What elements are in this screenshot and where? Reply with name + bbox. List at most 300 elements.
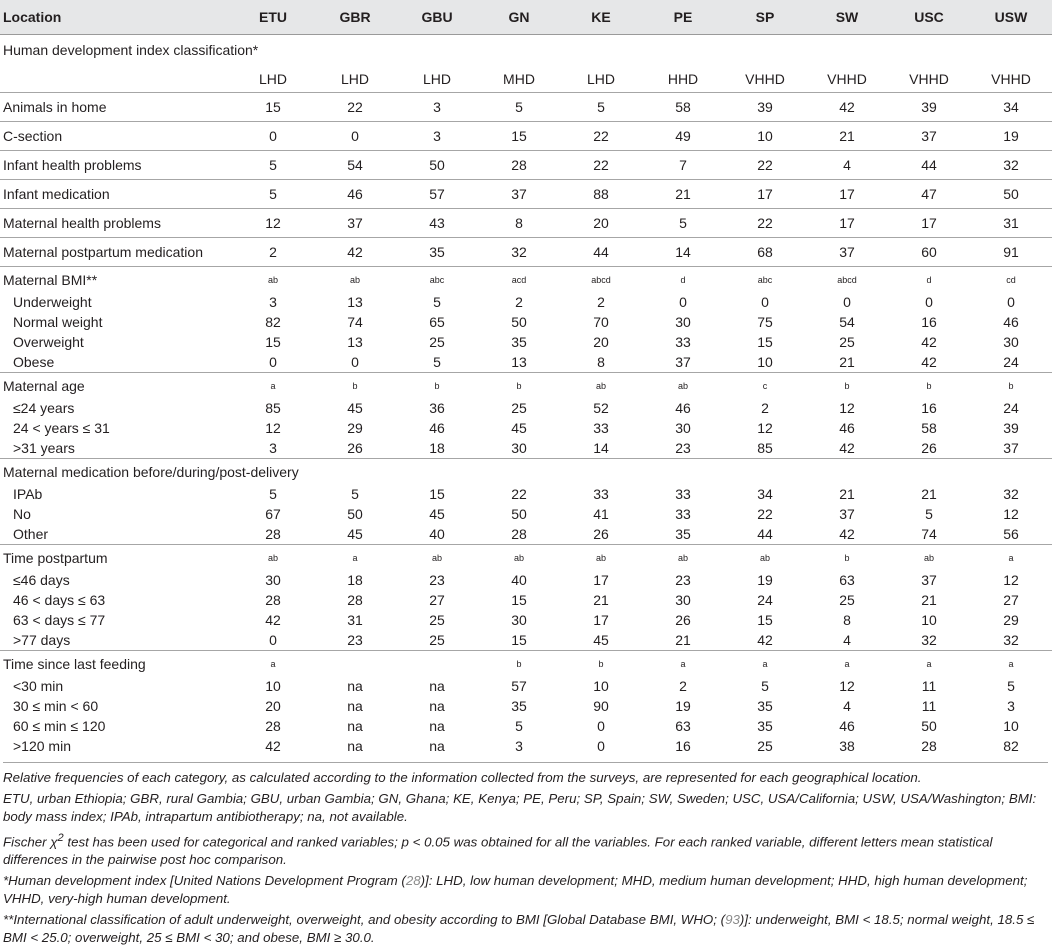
significance-letters: ab <box>642 373 724 399</box>
table-cell: 8 <box>843 612 851 628</box>
table-cell: 5 <box>1007 678 1015 694</box>
significance-letters: c <box>724 373 806 399</box>
table-cell: 21 <box>675 632 691 648</box>
table-cell: 5 <box>925 506 933 522</box>
table-cell: 21 <box>921 592 937 608</box>
table-cell: 34 <box>757 486 773 502</box>
row-label: 46 < days ≤ 63 <box>13 592 106 608</box>
table-cell: 26 <box>347 440 363 456</box>
table-cell: 68 <box>724 238 806 267</box>
table-cell: 42 <box>265 738 281 754</box>
table-cell: 10 <box>593 678 609 694</box>
table-cell: 27 <box>429 592 445 608</box>
table-cell: 45 <box>593 632 609 648</box>
significance-letters: b <box>396 373 478 399</box>
table-cell: 36 <box>429 400 445 416</box>
table-cell: 22 <box>560 122 642 151</box>
group-label: Time since last feeding <box>0 651 232 677</box>
column-header: SP <box>724 0 806 35</box>
table-cell: 50 <box>921 718 937 734</box>
table-cell: 20 <box>560 209 642 238</box>
table-cell: 18 <box>429 440 445 456</box>
table-row <box>0 484 1052 504</box>
table-cell: 25 <box>757 738 773 754</box>
table-cell: 33 <box>593 420 609 436</box>
table-cell: 50 <box>396 151 478 180</box>
row-label: Maternal postpartum medication <box>0 238 232 267</box>
table-cell: 37 <box>921 572 937 588</box>
footnote-fischer <box>3 829 1048 870</box>
table-cell: 17 <box>888 209 970 238</box>
table-cell: 44 <box>560 238 642 267</box>
table-cell: 21 <box>593 592 609 608</box>
table-cell: na <box>429 698 445 714</box>
significance-letters: a <box>232 373 314 399</box>
row-label: ≤46 days <box>13 572 70 588</box>
table-row <box>0 524 1052 545</box>
table-cell: 15 <box>757 334 773 350</box>
table-cell: 35 <box>675 526 691 542</box>
row-label: Other <box>13 526 49 542</box>
significance-letters: a <box>888 651 970 677</box>
table-cell: 46 <box>839 420 855 436</box>
table-cell: 15 <box>511 632 527 648</box>
table-cell: 13 <box>347 334 363 350</box>
table-cell: na <box>429 738 445 754</box>
table-row <box>0 418 1052 438</box>
table-cell: 10 <box>1003 718 1019 734</box>
column-header: ETU <box>232 0 314 35</box>
hdi-value: MHD <box>503 70 535 87</box>
table-cell: 4 <box>806 151 888 180</box>
table-row <box>0 590 1052 610</box>
significance-letters: ab <box>232 545 314 571</box>
table-cell: 25 <box>839 334 855 350</box>
table-cell: 12 <box>839 400 855 416</box>
table-cell: 28 <box>921 738 937 754</box>
table-cell: na <box>347 718 363 734</box>
table-cell: 50 <box>511 314 527 330</box>
row-label: Obese <box>13 354 55 370</box>
row-label: >31 years <box>13 440 75 456</box>
table-row <box>0 209 1052 238</box>
significance-letters: ab <box>560 373 642 399</box>
table-row <box>0 122 1052 151</box>
table-cell: 35 <box>511 334 527 350</box>
table-cell: 3 <box>515 738 523 754</box>
table-cell: 35 <box>511 698 527 714</box>
table-cell: 15 <box>265 334 281 350</box>
table-cell: 25 <box>429 612 445 628</box>
significance-letters <box>314 651 396 677</box>
table-row <box>0 676 1052 696</box>
table-cell: 54 <box>314 151 396 180</box>
row-label: >120 min <box>13 738 71 754</box>
table-cell: 0 <box>761 294 769 310</box>
column-header: USC <box>888 0 970 35</box>
row-label: 24 < years ≤ 31 <box>13 420 110 436</box>
table-cell: 5 <box>515 718 523 734</box>
table-cell: 37 <box>1003 440 1019 456</box>
group-header-row <box>0 651 1052 677</box>
table-cell: 37 <box>888 122 970 151</box>
table-cell: 2 <box>232 238 314 267</box>
significance-letters: cd <box>970 267 1052 293</box>
hdi-value: VHHD <box>991 70 1031 87</box>
table-cell: 50 <box>970 180 1052 209</box>
row-label: Underweight <box>13 294 92 310</box>
table-cell: 47 <box>888 180 970 209</box>
table-cell: 29 <box>347 420 363 436</box>
table-row <box>0 438 1052 459</box>
significance-letters: d <box>642 267 724 293</box>
table-cell: 17 <box>806 209 888 238</box>
table-cell: 15 <box>232 93 314 122</box>
table-cell: 22 <box>314 93 396 122</box>
table-cell: 13 <box>511 354 527 370</box>
table-cell: 40 <box>511 572 527 588</box>
table-cell: 0 <box>1007 294 1015 310</box>
significance-letters: ab <box>314 267 396 293</box>
table-cell: 17 <box>806 180 888 209</box>
table-cell: 54 <box>839 314 855 330</box>
table-cell: 19 <box>675 698 691 714</box>
significance-letters <box>806 459 888 485</box>
table-cell: 28 <box>265 718 281 734</box>
hdi-values-row <box>0 65 1052 93</box>
table-cell: 42 <box>839 526 855 542</box>
table-cell: 15 <box>429 486 445 502</box>
significance-letters: b <box>888 373 970 399</box>
significance-letters <box>478 459 560 485</box>
table-cell: 21 <box>806 122 888 151</box>
table-cell: 22 <box>724 209 806 238</box>
footnote-relative: Relative frequencies of each category, as calculated according to the information collected from the surveys, are represented for each geographical location. <box>3 770 922 785</box>
table-row <box>0 716 1052 736</box>
table-cell: 16 <box>921 400 937 416</box>
superscript: 2 <box>57 831 64 844</box>
table-cell: 29 <box>1003 612 1019 628</box>
table-cell: 5 <box>232 180 314 209</box>
table-cell: 20 <box>265 698 281 714</box>
significance-letters: a <box>970 545 1052 571</box>
table-cell: 2 <box>597 294 605 310</box>
significance-letters: ab <box>478 545 560 571</box>
table-cell: 35 <box>396 238 478 267</box>
significance-letters: a <box>314 545 396 571</box>
table-cell: 33 <box>593 486 609 502</box>
table-cell: 12 <box>232 209 314 238</box>
table-cell: 8 <box>597 354 605 370</box>
table-cell: 42 <box>806 93 888 122</box>
table-cell: 0 <box>597 718 605 734</box>
table-cell: 18 <box>347 572 363 588</box>
footnote-text: )]: LHD, low human development; MHD, medium human development; HHD, high human development; VHHD, very-high human development. <box>3 872 1028 907</box>
footnote-abbreviations: ETU, urban Ethiopia; GBR, rural Gambia; GBU, urban Gambia; GN, Ghana; KE, Kenya; PE, Peru; SP, Spain; SW, Sweden; USC, USA/California; USW, USA/Washington; BMI: body mass index; IPAb, intrapartum antibiotherapy; na, not available. <box>3 790 1037 824</box>
column-header: GBR <box>314 0 396 35</box>
table-cell: 17 <box>593 572 609 588</box>
table-row <box>0 352 1052 373</box>
table-cell: 4 <box>843 698 851 714</box>
row-label: >77 days <box>13 632 71 648</box>
section-row-hdi <box>0 35 1052 66</box>
table-cell: 0 <box>269 354 277 370</box>
table-cell: 28 <box>478 151 560 180</box>
table-cell: 28 <box>265 592 281 608</box>
table-cell: 44 <box>888 151 970 180</box>
table-cell: 10 <box>921 612 937 628</box>
row-label: <30 min <box>13 678 64 694</box>
table-cell: 7 <box>642 151 724 180</box>
reference-link[interactable]: 93 <box>725 911 740 927</box>
hdi-value: LHD <box>422 70 451 87</box>
group-header-row <box>0 459 1052 485</box>
footnote-text: test has been used for categorical and ranked variables; p < 0.05 was obtained for all the variables. For each ranked variable, different letters mean statistical differences in the pairwise post hoc comparison. <box>3 833 993 868</box>
significance-letters: abcd <box>806 267 888 293</box>
significance-letters: abcd <box>560 267 642 293</box>
table-cell: 56 <box>1003 526 1019 542</box>
table-cell: 30 <box>675 592 691 608</box>
significance-letters <box>724 459 806 485</box>
table-cell: 45 <box>347 526 363 542</box>
table-cell: 23 <box>429 572 445 588</box>
table-cell: na <box>429 678 445 694</box>
table-cell: 14 <box>593 440 609 456</box>
table-cell: 5 <box>560 93 642 122</box>
table-cell: 17 <box>593 612 609 628</box>
row-label: C-section <box>0 122 232 151</box>
table-cell: 26 <box>921 440 937 456</box>
table-cell: na <box>347 738 363 754</box>
table-cell: 4 <box>843 632 851 648</box>
footnote-text: )]: underweight, BMI < 18.5; normal weight, 18.5 ≤ BMI < 25.0; overweight, 25 ≤ BMI < 30; and obese, BMI ≥ 30.0. <box>3 911 1035 946</box>
table-row <box>0 610 1052 630</box>
table-cell: 10 <box>265 678 281 694</box>
table-row <box>0 398 1052 418</box>
table-cell: 37 <box>478 180 560 209</box>
significance-letters: ab <box>560 545 642 571</box>
table-cell: 3 <box>396 122 478 151</box>
table-cell: 33 <box>675 506 691 522</box>
row-label: 30 ≤ min < 60 <box>13 698 99 714</box>
table-cell: 0 <box>269 632 277 648</box>
table-cell: 21 <box>921 486 937 502</box>
table-cell: 12 <box>1003 506 1019 522</box>
table-cell: 91 <box>970 238 1052 267</box>
group-label: Maternal medication before/during/post-delivery <box>0 459 232 485</box>
footnote-text: *Human development index [United Nations Development Program ( <box>3 872 406 888</box>
table-cell: 23 <box>347 632 363 648</box>
table-row <box>0 736 1052 756</box>
table-cell: 2 <box>679 678 687 694</box>
table-cell: 5 <box>269 486 277 502</box>
table-cell: 5 <box>642 209 724 238</box>
significance-letters <box>560 459 642 485</box>
table-cell: 22 <box>724 151 806 180</box>
table-cell: 5 <box>351 486 359 502</box>
table-cell: 90 <box>593 698 609 714</box>
table-cell: 32 <box>970 151 1052 180</box>
row-label: Infant medication <box>0 180 232 209</box>
group-header-row <box>0 373 1052 399</box>
table-cell: 39 <box>724 93 806 122</box>
column-header: KE <box>560 0 642 35</box>
table-cell: 22 <box>511 486 527 502</box>
significance-letters <box>888 459 970 485</box>
table-cell: 5 <box>433 294 441 310</box>
significance-letters: b <box>478 651 560 677</box>
table-cell: 5 <box>761 678 769 694</box>
row-label: Infant health problems <box>0 151 232 180</box>
significance-letters: ab <box>888 545 970 571</box>
table-row <box>0 332 1052 352</box>
table-cell: 22 <box>757 506 773 522</box>
row-label: 60 ≤ min ≤ 120 <box>13 718 106 734</box>
significance-letters: abc <box>396 267 478 293</box>
hdi-value: HHD <box>667 70 699 87</box>
table-cell: 5 <box>433 354 441 370</box>
table-cell: 21 <box>839 354 855 370</box>
table-row <box>0 151 1052 180</box>
table-cell: 70 <box>593 314 609 330</box>
table-cell: 31 <box>970 209 1052 238</box>
table-cell: 57 <box>396 180 478 209</box>
table-cell: 12 <box>839 678 855 694</box>
hdi-value: VHHD <box>909 70 949 87</box>
table-cell: 11 <box>921 678 937 694</box>
table-cell: 33 <box>675 334 691 350</box>
table-cell: 50 <box>511 506 527 522</box>
group-header-row <box>0 267 1052 293</box>
table-cell: 31 <box>347 612 363 628</box>
group-label: Time postpartum <box>0 545 232 571</box>
row-label <box>0 65 232 93</box>
hdi-value: LHD <box>340 70 369 87</box>
table-cell: na <box>347 678 363 694</box>
table-cell: 67 <box>265 506 281 522</box>
table-cell: 28 <box>265 526 281 542</box>
table-cell: 17 <box>724 180 806 209</box>
table-cell: 37 <box>806 238 888 267</box>
table-cell: 33 <box>675 486 691 502</box>
table-cell: 0 <box>351 354 359 370</box>
significance-letters: b <box>806 373 888 399</box>
row-label: Maternal health problems <box>0 209 232 238</box>
table-cell: 3 <box>269 440 277 456</box>
table-cell: 74 <box>921 526 937 542</box>
significance-letters: a <box>724 651 806 677</box>
row-label: ≤24 years <box>13 400 75 416</box>
table-cell: 25 <box>429 334 445 350</box>
table-cell: 28 <box>347 592 363 608</box>
significance-letters: a <box>806 651 888 677</box>
significance-letters: b <box>478 373 560 399</box>
table-cell: 58 <box>921 420 937 436</box>
significance-letters: b <box>806 545 888 571</box>
table-cell: 24 <box>1003 400 1019 416</box>
significance-letters: d <box>888 267 970 293</box>
column-header: GN <box>478 0 560 35</box>
table-cell: 26 <box>675 612 691 628</box>
table-cell: 10 <box>757 354 773 370</box>
table-cell: 46 <box>675 400 691 416</box>
column-header: SW <box>806 0 888 35</box>
table-cell: 19 <box>757 572 773 588</box>
row-label: No <box>13 506 31 522</box>
hdi-value: LHD <box>586 70 615 87</box>
table-cell: 63 <box>839 572 855 588</box>
table-cell: 21 <box>839 486 855 502</box>
table-cell: 46 <box>429 420 445 436</box>
hdi-value: LHD <box>258 70 287 87</box>
table-cell: 74 <box>347 314 363 330</box>
significance-letters <box>314 459 396 485</box>
significance-letters: abc <box>724 267 806 293</box>
significance-letters: a <box>970 651 1052 677</box>
table-cell: 63 <box>675 718 691 734</box>
table-cell: 42 <box>921 334 937 350</box>
significance-letters <box>642 459 724 485</box>
table-row <box>0 504 1052 524</box>
table-cell: 3 <box>1007 698 1015 714</box>
table-cell: 35 <box>757 698 773 714</box>
table-cell: 46 <box>314 180 396 209</box>
table-cell: 3 <box>396 93 478 122</box>
table-cell: 58 <box>642 93 724 122</box>
table-cell: 85 <box>265 400 281 416</box>
table-cell: 16 <box>921 314 937 330</box>
column-header: PE <box>642 0 724 35</box>
reference-link[interactable]: 28 <box>405 872 421 888</box>
column-header: USW <box>970 0 1052 35</box>
table-cell: 25 <box>839 592 855 608</box>
table-cell: 32 <box>478 238 560 267</box>
significance-letters: acd <box>478 267 560 293</box>
table-cell: 26 <box>593 526 609 542</box>
table-cell: 12 <box>757 420 773 436</box>
table-cell: 22 <box>560 151 642 180</box>
table-row <box>0 696 1052 716</box>
table-cell: 16 <box>675 738 691 754</box>
significance-letters <box>396 651 478 677</box>
table-cell: 43 <box>396 209 478 238</box>
table-cell: 45 <box>429 506 445 522</box>
table-cell: 12 <box>1003 572 1019 588</box>
table-cell: 2 <box>761 400 769 416</box>
table-footnotes <box>3 762 1048 950</box>
table-cell: 10 <box>724 122 806 151</box>
hdi-value: VHHD <box>745 70 785 87</box>
column-header: Location <box>0 0 232 35</box>
table-cell: 15 <box>511 592 527 608</box>
table-cell: 85 <box>757 440 773 456</box>
table-cell: 25 <box>511 400 527 416</box>
table-cell: 15 <box>478 122 560 151</box>
table-row <box>0 238 1052 267</box>
table-cell: 0 <box>232 122 314 151</box>
table-cell: 37 <box>675 354 691 370</box>
table-row <box>0 630 1052 651</box>
table-cell: 39 <box>1003 420 1019 436</box>
table-cell: 39 <box>888 93 970 122</box>
table-row <box>0 570 1052 590</box>
row-label: Normal weight <box>13 314 103 330</box>
significance-letters <box>396 459 478 485</box>
row-label: IPAb <box>13 486 43 502</box>
table-cell: 19 <box>970 122 1052 151</box>
table-cell: 37 <box>314 209 396 238</box>
table-cell: 15 <box>757 612 773 628</box>
